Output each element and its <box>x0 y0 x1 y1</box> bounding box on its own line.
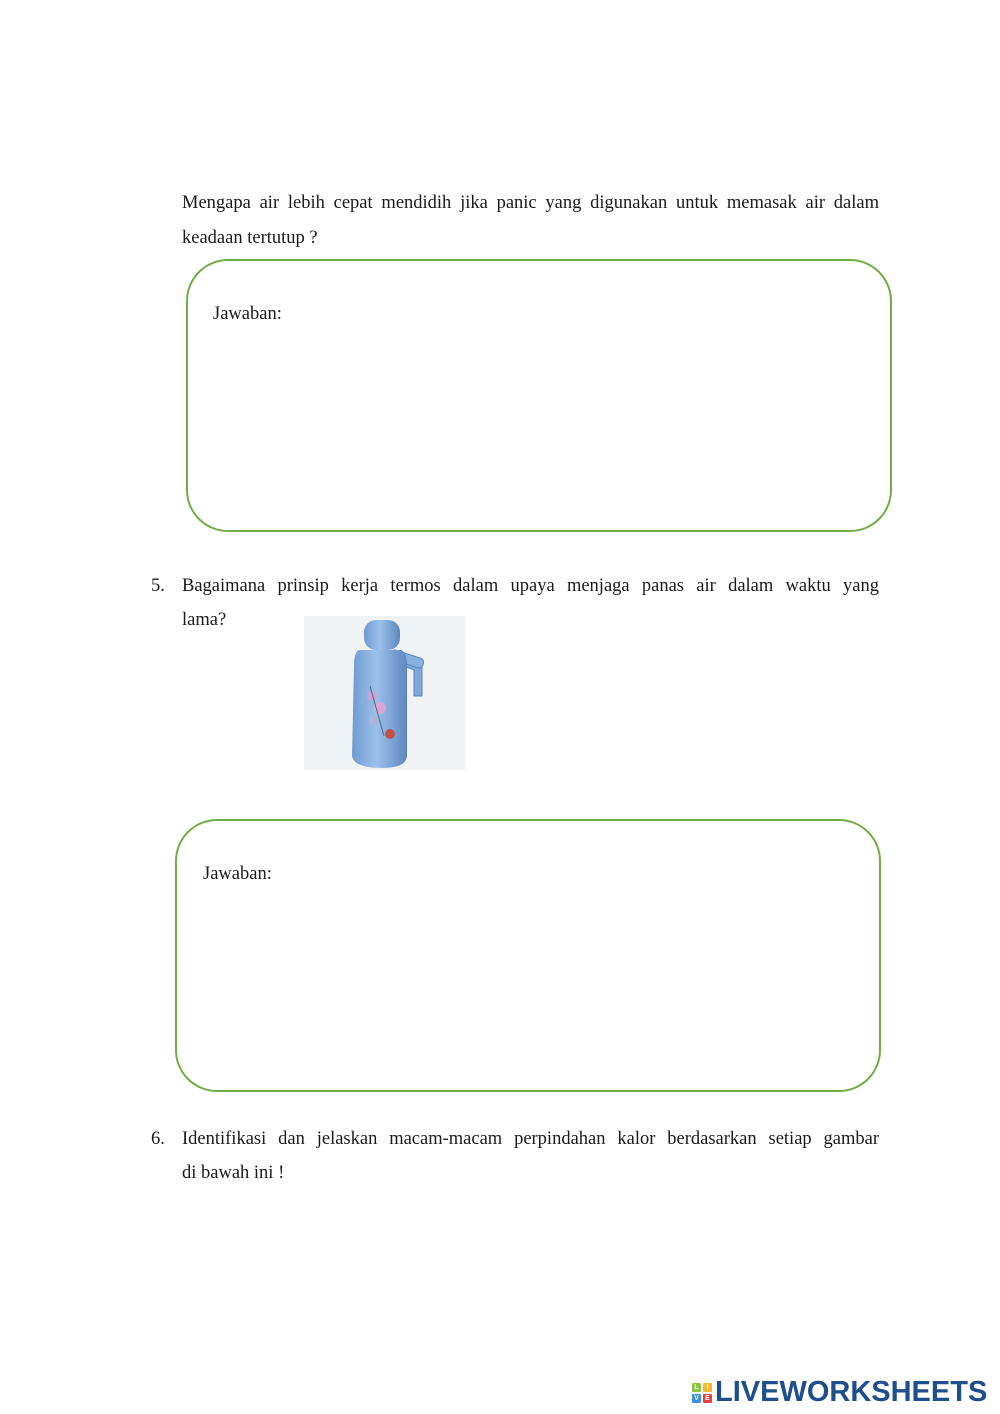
thermos-image <box>304 616 465 770</box>
q5-number: 5. <box>151 576 165 596</box>
liveworksheets-logo <box>692 1376 987 1409</box>
q4-answer-box[interactable] <box>186 259 892 532</box>
logo-tile: V <box>692 1394 701 1403</box>
q5-answer-box[interactable] <box>175 819 881 1092</box>
answer-label: Jawaban: <box>213 304 282 324</box>
q6-text-line2: di bawah ini ! <box>182 1163 285 1183</box>
logo-tiles-icon <box>692 1383 712 1403</box>
logo-tile: L <box>692 1383 701 1392</box>
q4-text-line1: Mengapa air lebih cepat mendidih jika panic yang digunakan untuk memasak air dalam <box>182 193 879 213</box>
logo-text: LIVEWORKSHEETS <box>715 1376 988 1408</box>
logo-tile: I <box>703 1383 712 1392</box>
q6-text-line1: Identifikasi dan jelaskan macam-macam perpindahan kalor berdasarkan setiap gambar <box>182 1129 879 1149</box>
q5-text-line2: lama? <box>182 610 227 630</box>
answer-label: Jawaban: <box>203 864 272 884</box>
q5-text-line1: Bagaimana prinsip kerja termos dalam upaya menjaga panas air dalam waktu yang <box>182 576 879 596</box>
q6-number: 6. <box>151 1129 165 1149</box>
q4-text-line2: keadaan tertutup ? <box>182 228 318 248</box>
logo-tile: E <box>703 1394 712 1403</box>
